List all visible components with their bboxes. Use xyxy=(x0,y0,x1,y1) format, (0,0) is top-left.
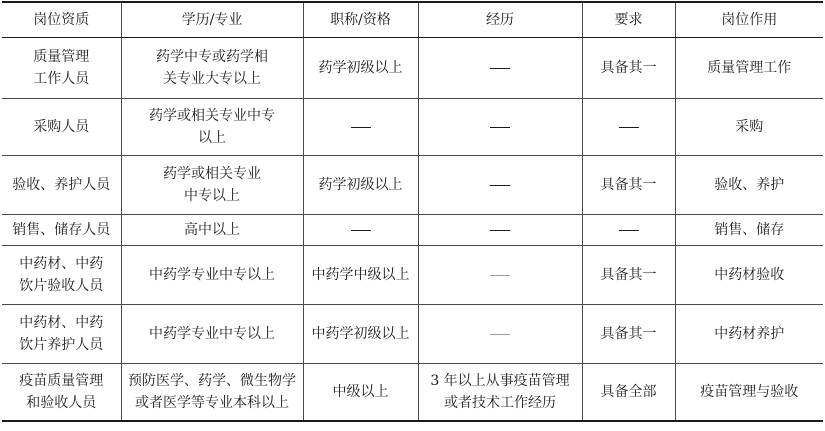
cell-position: 中药材、中药 饮片验收人员 xyxy=(2,246,121,305)
cell-requirement: 具备全部 xyxy=(582,364,675,422)
table-row xyxy=(2,364,823,422)
table-row xyxy=(2,99,823,156)
dash-mark xyxy=(619,230,639,231)
cell-requirement: 具备其一 xyxy=(582,38,675,99)
table-row xyxy=(2,38,823,99)
cell-role: 疫苗管理与验收 xyxy=(675,364,823,422)
cell-education: 中药学专业中专以上 xyxy=(121,305,303,364)
cell-role: 销售、储存 xyxy=(675,215,823,246)
cell-experience xyxy=(418,99,582,156)
header-role: 岗位作用 xyxy=(675,2,823,38)
cell-education: 药学或相关专业中专 以上 xyxy=(121,99,303,156)
cell-requirement xyxy=(582,215,675,246)
cell-role: 采购 xyxy=(675,99,823,156)
dash-mark xyxy=(490,185,510,186)
cell-title: 中级以上 xyxy=(303,364,418,422)
header-title: 职称/资格 xyxy=(303,2,418,38)
cell-education: 中药学专业中专以上 xyxy=(121,246,303,305)
cell-experience xyxy=(418,246,582,305)
cell-experience xyxy=(418,38,582,99)
cell-education: 预防医学、药学、微生物学 或者医学等专业本科以上 xyxy=(121,364,303,422)
dash-mark xyxy=(490,275,510,276)
qualification-table xyxy=(2,1,823,422)
header-requirement: 要求 xyxy=(582,2,675,38)
cell-role: 中药材验收 xyxy=(675,246,823,305)
cell-position: 销售、储存人员 xyxy=(2,215,121,246)
cell-position: 中药材、中药 饮片养护人员 xyxy=(2,305,121,364)
dash-mark xyxy=(351,127,371,128)
qualification-table-container xyxy=(2,1,823,422)
dash-mark xyxy=(619,127,639,128)
table-row xyxy=(2,305,823,364)
cell-position: 疫苗质量管理 和验收人员 xyxy=(2,364,121,422)
cell-requirement: 具备其一 xyxy=(582,246,675,305)
dash-mark xyxy=(351,230,371,231)
cell-education: 药学或相关专业 中专以上 xyxy=(121,156,303,215)
cell-position: 质量管理 工作人员 xyxy=(2,38,121,99)
cell-requirement xyxy=(582,99,675,156)
cell-title: 中药学中级以上 xyxy=(303,246,418,305)
cell-experience: 3 年以上从事疫苗管理 或者技术工作经历 xyxy=(418,364,582,422)
dash-mark xyxy=(490,230,510,231)
table-row xyxy=(2,156,823,215)
dash-mark xyxy=(490,68,510,69)
cell-role: 质量管理工作 xyxy=(675,38,823,99)
cell-position: 验收、养护人员 xyxy=(2,156,121,215)
table-row xyxy=(2,215,823,246)
table-header-row xyxy=(2,2,823,38)
header-experience: 经历 xyxy=(418,2,582,38)
dash-mark xyxy=(490,334,510,335)
cell-experience xyxy=(418,305,582,364)
cell-title: 中药学初级以上 xyxy=(303,305,418,364)
cell-title: 药学初级以上 xyxy=(303,38,418,99)
header-position: 岗位资质 xyxy=(2,2,121,38)
header-education: 学历/专业 xyxy=(121,2,303,38)
cell-requirement: 具备其一 xyxy=(582,305,675,364)
table-row xyxy=(2,246,823,305)
dash-mark xyxy=(490,127,510,128)
cell-education: 高中以上 xyxy=(121,215,303,246)
cell-experience xyxy=(418,215,582,246)
cell-position: 采购人员 xyxy=(2,99,121,156)
cell-role: 验收、养护 xyxy=(675,156,823,215)
cell-title xyxy=(303,99,418,156)
cell-experience xyxy=(418,156,582,215)
cell-education: 药学中专或药学相 关专业大专以上 xyxy=(121,38,303,99)
cell-requirement: 具备其一 xyxy=(582,156,675,215)
cell-role: 中药材养护 xyxy=(675,305,823,364)
cell-title: 药学初级以上 xyxy=(303,156,418,215)
cell-title xyxy=(303,215,418,246)
